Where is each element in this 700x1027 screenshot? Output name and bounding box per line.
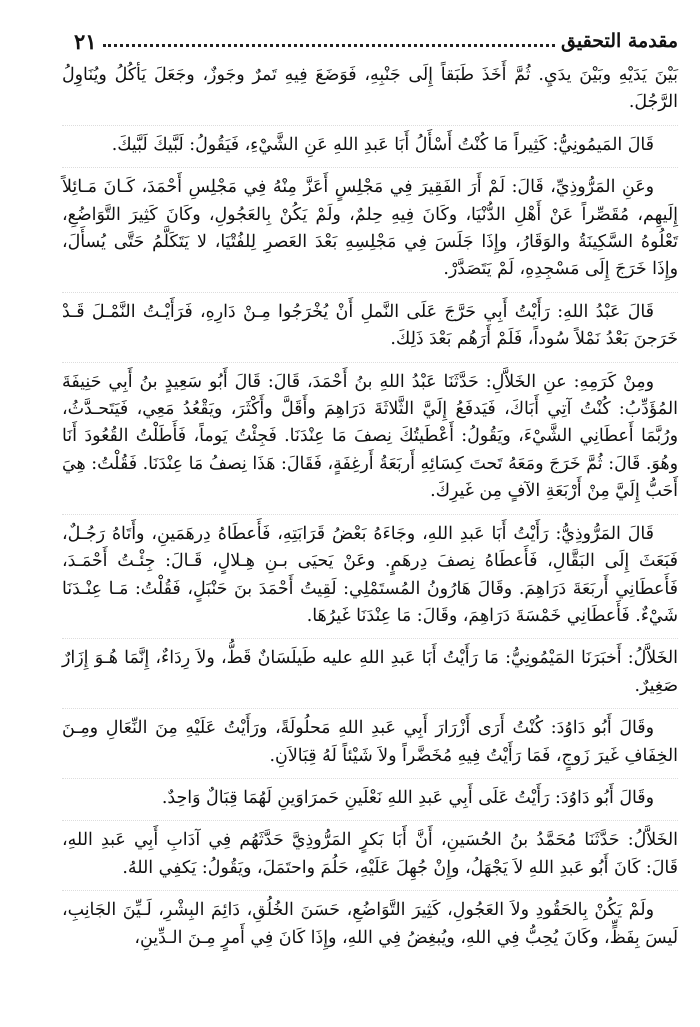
running-header — [74, 26, 678, 56]
page-body — [62, 62, 678, 960]
paragraph: قَالَ المَرُّوذِيُّ: رَأَيْتُ أَبَا عَبدِ اللهِ، وجَاءَهُ بَعْضُ قَرَابَتِهِ، فَأَعطَاهُ دِرهَمَينِ، وأَتَاهُ رَجُـلٌ، فَبَعَثَ إِلَى البَقَّالِ، فَأَعطَاهُ نِصفَ دِرهَمٍ. وعَنْ يَحيَى بـنِ هِـلالٍ، قَـالَ: جِئْـتُ أَحْمَـدَ، فَأَعطَانِي أَربَعَةَ دَرَاهِمَ. وقَالَ هَارُونُ المُستَمْلِي: لَقِيتُ أَحْمَدَ بنَ حَنْبَلٍ، فَقُلْتُ: مَـا عِنْـدَنَا شَيْءٌ. فَأَعطَانِي خَمْسَةَ دَرَاهِمَ، وقَالَ: مَا عِنْدَنَا غَيرُهَا. — [62, 514, 678, 631]
paragraph: قَالَ عَبْدُ اللهِ: رَأَيْتُ أَبِي حَرَّجَ عَلَى النَّملِ أَنْ يُخْرَجُوا مِـنْ دَارِهِ، فَرَأَيْـتُ النَّمْـلَ قَـدْ خَرَجنَ بَعْدُ نَمْلاً سُوداً، فَلَمْ أَرَهُم بَعْدَ ذَلِكَ. — [62, 292, 678, 354]
paragraph: ولَمْ يَكُنْ بِالحَقُودِ ولاَ العَجُولِ، كَثِيرَ التَّوَاضُعِ، حَسَنَ الخُلُقِ، دَائِمَ البِشْرِ، لَـيِّنَ الجَانِبِ، لَيسَ بِفَظٍّ، وكَانَ يُحِبُّ فِي اللهِ، ويُبغِضُ فِي اللهِ، وإِذَا كَانَ فِي أَمرٍ مِـنَ الـدِّينِ، — [62, 890, 678, 952]
paragraph: وعَنِ المَرُّوذِيِّ، قَالَ: لَمْ أَرَ الفَقِيرَ فِي مَجْلِسٍ أَعَزَّ مِنْهُ فِي مَجْلِسِ أَحْمَدَ، كَـانَ مَـائِلاً إِلَيهِم، مُقَصِّراً عَنْ أَهْلِ الدُّنْيَا، وكَانَ فِيهِ حِلمٌ، ولَمْ يَكُنْ بِالعَجُولِ، وكَانَ كَثِيرَ التَّوَاضُعِ، تَعْلُوهُ السَّكِينَةُ والوَقَارُ، وإِذَا جَلَسَ فِي مَجْلِسِهِ بَعْدَ العَصرِ لِلفُتْيَا، لا يَتَكَلَّمُ حَتَّى يُسأَلَ، وإِذَا خَرَجَ إِلَى مَسْجِدِهِ، لَمْ يَتَصَدَّرْ. — [62, 167, 678, 284]
chapter-title: مقدمة التحقيق — [561, 30, 678, 52]
header-leader-dots — [103, 44, 555, 47]
paragraph: وقَالَ أَبُو دَاوُدَ: رَأَيْتُ عَلَى أَبِي عَبدِ اللهِ نَعْلَينِ حَمرَاوَينِ لَهُمَا قِبَالٌ وَاحِدٌ. — [62, 778, 678, 812]
page-number: ٢١ — [74, 28, 97, 54]
paragraph: ومِنْ كَرَمِهِ: عنِ الخَلاَّلِ: حَدَّثَنَا عَبْدُ اللهِ بنُ أَحْمَدَ، قَالَ: قَالَ أَبُو سَعِيدٍ بنُ أَبِي حَنِيفَةَ المُؤَدِّبُ: كُنْتُ آتِي أَبَاكَ، فَيَدفَعُ إِلَيَّ الثَّلاثَةَ دَرَاهِمَ وأَقَلَّ وأَكْثَرَ، ويَقْعُدُ مَعِي، فَيَتَحـدَّثُ، ورُبَّمَا أَعطَانِي الشَّيْءَ، ويَقُولُ: أَعْطَيتُكَ نِصفَ مَا عِنْدَنَا. فَجِئْتُ يَوماً، فَأَطَلْتُ القُعُودَ أَنَا وهُوَ. قَالَ: ثُمَّ خَرَجَ ومَعَهُ تَحتَ كِسَائِهِ أَربَعَةُ أَرغِفَةٍ، فَقَالَ: هَذَا نِصفُ مَا عِنْدَنَا. فَقُلْتُ: هِيَ أَحَبُّ إِلَيَّ مِنْ أَرْبَعَةِ الآفٍ مِن غَيرِكَ. — [62, 362, 678, 506]
paragraph: قَالَ المَيمُونِيُّ: كَثِيراً مَا كُنْتُ أَسْأَلُ أَبَا عَبدِ اللهِ عَنِ الشَّيْءِ، فَيَقُولُ: لَبَّيكَ لَبَّيكَ. — [62, 125, 678, 159]
paragraph: وقَالَ أَبُو دَاوُدَ: كُنْتُ أَرَى أَزْرَارَ أَبِي عَبدِ اللهِ مَحلُولَةً، ورَأَيْتُ عَلَيْهِ مِنَ النِّعَالِ ومِـنَ الخِفَافِ غَيرَ زَوجٍ، فَمَا رَأَيْتُ فِيهِ مُخَضَّراً ولاَ شَيْئاً لَهُ قِبَالاَنِ. — [62, 708, 678, 770]
paragraph: بَيْنَ يَدَيْهِ وبَيْنَ يدَيِ. ثُمَّ أَخَذَ طَبَقاً إِلَى جَنْبِهِ، فَوَضَعَ فِيهِ تَمرٌ وجَوزٌ، وجَعَلَ يَأكُلُ ويُنَاوِلُ الرَّجُلَ. — [62, 65, 678, 113]
paragraph: الخَلاَّلُ: أَخبَرَنَا المَيْمُونِيُّ: مَا رَأَيْتُ أَبَا عَبدِ اللهِ عليه طَيلَسَانٌ قَطُّ، ولاَ رِدَاءٌ، إِنَّمَا هُـوَ إِزَارٌ صَغِيرٌ. — [62, 638, 678, 700]
paragraph: الخَلاَّلُ: حَدَّثَنَا مُحَمَّدُ بنُ الحُسَينِ، أَنَّ أَبَا بَكرٍ المَرُّوذِيَّ حَدَّثَهُم فِي آدَابِ أَبِي عَبدِ اللهِ، قَالَ: كَانَ أَبُو عَبدِ اللهِ لاَ يَجْهَلُ، وإِنْ جُهِلَ عَلَيْهِ، حَلُمَ واحتَمَلَ، ويَقُولُ: يَكفِي اللهُ. — [62, 820, 678, 882]
